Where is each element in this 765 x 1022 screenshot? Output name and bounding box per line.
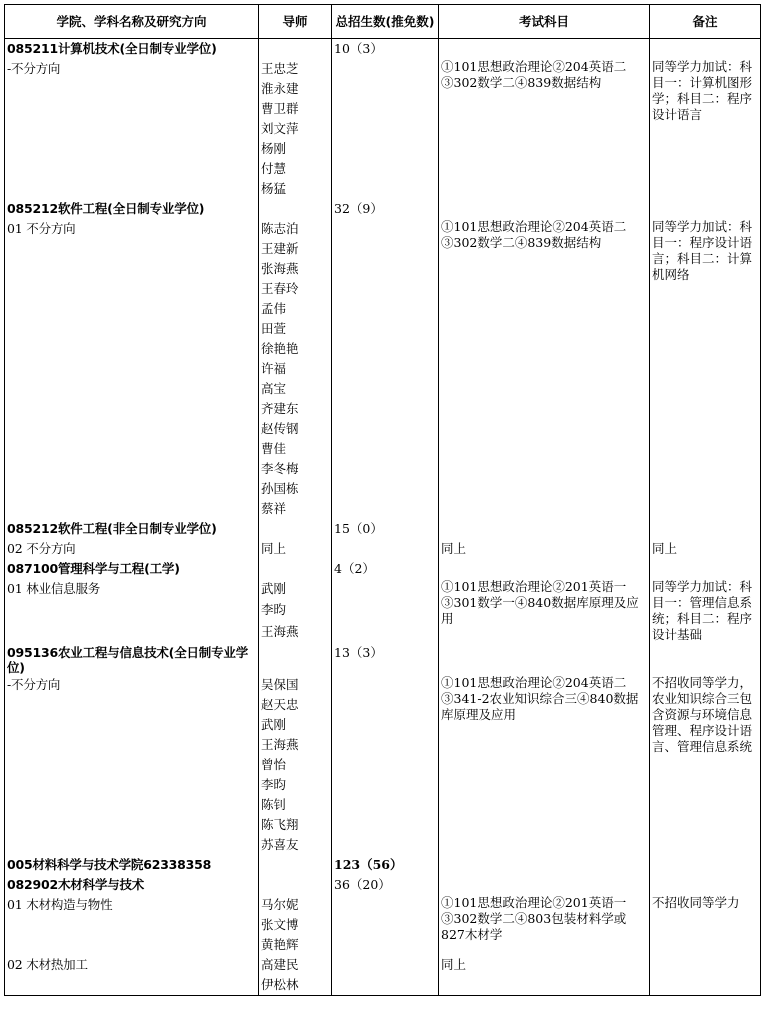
program-quota: 10（3） bbox=[332, 39, 439, 60]
exam-subjects: ①101思想政治理论②204英语二③341-2农业知识综合三④840数据库原理及应用 bbox=[441, 675, 639, 722]
program-quota: 36（20） bbox=[332, 875, 439, 895]
remark: 同上 bbox=[650, 539, 761, 559]
header-note: 备注 bbox=[650, 5, 761, 39]
advisor: 王海燕 bbox=[259, 622, 332, 643]
direction-name: -不分方向 bbox=[5, 59, 259, 79]
direction-name: -不分方向 bbox=[5, 675, 259, 695]
direction-row bbox=[5, 955, 761, 975]
header-advisor: 导师 bbox=[259, 5, 332, 39]
direction-name: 01 木材构造与物性 bbox=[5, 895, 259, 915]
advisor: 高宝 bbox=[259, 379, 332, 399]
advisor: 李昀 bbox=[259, 600, 332, 621]
remark: 不招收同等学力，农业知识综合三包含资源与环境信息管理、程序设计语言、管理信息系统 bbox=[652, 675, 753, 754]
header-quota: 总招生数(推免数) bbox=[332, 5, 439, 39]
exam-subjects: 同上 bbox=[439, 539, 650, 559]
advisor: 刘文萍 bbox=[259, 119, 332, 139]
exam-subjects: ①101思想政治理论②201英语一③302数学二④803包装材料学或827木材学 bbox=[441, 895, 627, 942]
advisor: 付慧 bbox=[259, 159, 332, 179]
advisor: 蔡祥 bbox=[259, 499, 332, 519]
program-quota: 15（0） bbox=[332, 519, 439, 539]
header-college: 学院、学科名称及研究方向 bbox=[5, 5, 259, 39]
advisor: 李昀 bbox=[259, 775, 332, 795]
remark: 同等学力加试：科目一：管理信息系统；科目二：程序设计基础 bbox=[652, 579, 753, 642]
header-row bbox=[5, 5, 761, 39]
direction-row bbox=[5, 219, 761, 239]
college-name: 005材料科学与技术学院62338358 bbox=[5, 855, 259, 875]
advisor: 陈飞翔 bbox=[259, 815, 332, 835]
college-quota: 123（56） bbox=[332, 855, 439, 875]
program-row bbox=[5, 643, 761, 675]
program-name: 087100管理科学与工程(工学) bbox=[5, 559, 259, 579]
program-quota: 32（9） bbox=[332, 199, 439, 219]
direction-row bbox=[5, 579, 761, 600]
program-name: 085212软件工程(全日制专业学位) bbox=[5, 199, 259, 219]
advisor: 田萱 bbox=[259, 319, 332, 339]
direction-row bbox=[5, 895, 761, 915]
advisor: 张海燕 bbox=[259, 259, 332, 279]
advisor: 黄艳辉 bbox=[259, 935, 332, 955]
advisor: 杨猛 bbox=[259, 179, 332, 199]
program-row bbox=[5, 39, 761, 60]
advisor: 陈志泊 bbox=[259, 219, 332, 239]
advisor: 伊松林 bbox=[259, 975, 332, 996]
advisor: 孟伟 bbox=[259, 299, 332, 319]
advisor: 孙国栋 bbox=[259, 479, 332, 499]
program-name: 085211计算机技术(全日制专业学位) bbox=[5, 39, 259, 60]
remark: 同等学力加试：科目一：计算机图形学；科目二：程序设计语言 bbox=[652, 59, 753, 122]
admissions-table-sheet bbox=[4, 4, 760, 1022]
header-exam: 考试科目 bbox=[439, 5, 650, 39]
program-row bbox=[5, 199, 761, 219]
program-row bbox=[5, 875, 761, 895]
advisor: 杨刚 bbox=[259, 139, 332, 159]
exam-subjects: ①101思想政治理论②204英语二③302数学二④839数据结构 bbox=[441, 219, 627, 250]
advisor: 高建民 bbox=[259, 955, 332, 975]
advisor: 王建新 bbox=[259, 239, 332, 259]
program-quota: 13（3） bbox=[332, 643, 439, 675]
direction-name: 01 林业信息服务 bbox=[5, 579, 259, 600]
direction-name: 02 不分方向 bbox=[5, 539, 259, 559]
direction-row bbox=[5, 59, 761, 79]
remark: 不招收同等学力 bbox=[652, 895, 740, 910]
advisor: 吴保国 bbox=[259, 675, 332, 695]
advisor: 武刚 bbox=[259, 579, 332, 600]
advisor: 苏喜友 bbox=[259, 835, 332, 855]
exam-subjects: ①101思想政治理论②201英语一③301数学一④840数据库原理及应用 bbox=[441, 579, 639, 626]
advisor: 赵天忠 bbox=[259, 695, 332, 715]
direction-row bbox=[5, 675, 761, 695]
advisor: 同上 bbox=[259, 539, 332, 559]
advisor: 淮永建 bbox=[259, 79, 332, 99]
advisor: 王忠芝 bbox=[259, 59, 332, 79]
direction-name: 02 木材热加工 bbox=[5, 955, 259, 975]
direction-name: 01 不分方向 bbox=[5, 219, 259, 239]
college-row bbox=[5, 855, 761, 875]
program-name: 095136农业工程与信息技术(全日制专业学位) bbox=[5, 643, 259, 675]
advisor: 曹佳 bbox=[259, 439, 332, 459]
admissions-table bbox=[4, 4, 761, 996]
program-name: 082902木材科学与技术 bbox=[5, 875, 259, 895]
program-row bbox=[5, 559, 761, 579]
advisor: 王海燕 bbox=[259, 735, 332, 755]
advisor: 马尔妮 bbox=[259, 895, 332, 915]
program-name: 085212软件工程(非全日制专业学位) bbox=[5, 519, 259, 539]
advisor: 武刚 bbox=[259, 715, 332, 735]
advisor: 赵传钢 bbox=[259, 419, 332, 439]
program-row bbox=[5, 519, 761, 539]
advisor: 曹卫群 bbox=[259, 99, 332, 119]
advisor: 张文博 bbox=[259, 915, 332, 935]
advisor: 李冬梅 bbox=[259, 459, 332, 479]
remark: 同等学力加试：科目一：程序设计语言；科目二：计算机网络 bbox=[652, 219, 753, 282]
exam-subjects: 同上 bbox=[439, 955, 650, 975]
program-quota: 4（2） bbox=[332, 559, 439, 579]
exam-subjects: ①101思想政治理论②204英语二③302数学二④839数据结构 bbox=[441, 59, 627, 90]
advisor: 曾怡 bbox=[259, 755, 332, 775]
advisor: 许福 bbox=[259, 359, 332, 379]
advisor: 徐艳艳 bbox=[259, 339, 332, 359]
advisor: 王春玲 bbox=[259, 279, 332, 299]
advisor: 陈钊 bbox=[259, 795, 332, 815]
direction-row bbox=[5, 539, 761, 559]
advisor: 齐建东 bbox=[259, 399, 332, 419]
